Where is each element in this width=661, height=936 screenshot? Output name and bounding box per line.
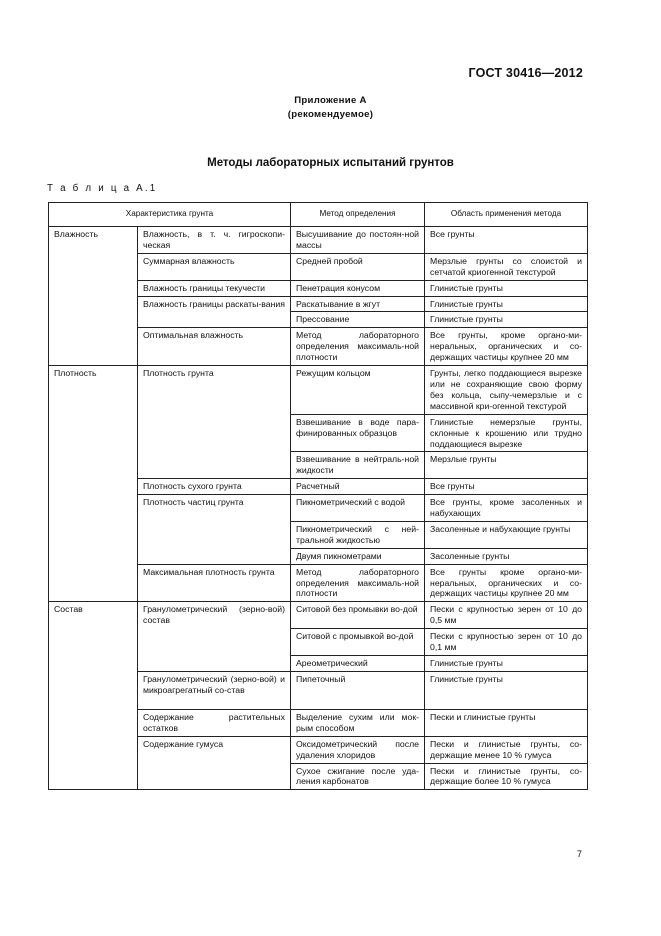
method-cell: Прессование [291, 312, 425, 328]
method-cell: Ситовой с промывкой во-дой [291, 629, 425, 656]
method-cell: Сухое сжигание после уда-ления карбонатов [291, 763, 425, 790]
scope-cell: Глинистые грунты [425, 296, 588, 312]
method-cell: Пикнометрический с водой [291, 495, 425, 522]
characteristic-cell: Плотность частиц грунта [138, 495, 291, 565]
scope-cell: Глинистые грунты [425, 671, 588, 709]
scope-cell: Пески с крупностью зерен от 10 до 0,5 мм [425, 602, 588, 629]
scope-cell: Все грунты, кроме засоленных и набухающих [425, 495, 588, 522]
scope-cell: Засоленные и набухающие грунты [425, 521, 588, 548]
method-cell: Выделение сухим или мок-рым способом [291, 709, 425, 736]
method-cell: Высушивание до постоян-ной массы [291, 227, 425, 254]
method-cell: Средней пробой [291, 253, 425, 280]
group-cell: Плотность [49, 366, 138, 602]
group-cell: Влажность [49, 227, 138, 366]
table-header-row [49, 203, 588, 227]
scope-cell: Мерзлые грунты со слоистой и сетчатой криогенной текстурой [425, 253, 588, 280]
scope-cell: Пески и глинистые грунты [425, 709, 588, 736]
method-cell: Пипеточный [291, 671, 425, 709]
table-row [49, 366, 588, 415]
standard-number: ГОСТ 30416—2012 [468, 66, 583, 80]
method-cell: Метод лабораторного определения максималь-ной плотности [291, 564, 425, 602]
table-row [49, 602, 588, 629]
scope-cell: Пески и глинистые грунты, со-держащие более 10 % гумуса [425, 763, 588, 790]
method-cell: Оксидометрический после удаления хлоридов [291, 736, 425, 763]
page-number: 7 [576, 849, 582, 859]
scope-cell: Пески с крупностью зерен от 10 до 0,1 мм [425, 629, 588, 656]
scope-cell: Все грунты [425, 479, 588, 495]
scope-cell: Все грунты, кроме органо-ми-неральных, органических и со-держащих частицы крупнее 20 мм [425, 328, 588, 366]
method-cell: Взвешивание в нейтраль-ной жидкости [291, 452, 425, 479]
scope-cell: Глинистые немерзлые грунты, склонные к крошению или трудно поддающиеся вырезке [425, 414, 588, 452]
characteristic-cell: Влажность границы текучести [138, 280, 291, 296]
annex-status: (рекомендуемое) [287, 109, 374, 120]
characteristic-cell: Максимальная плотность грунта [138, 564, 291, 602]
scope-cell: Пески и глинистые грунты, со-держащие менее 10 % гумуса [425, 736, 588, 763]
method-cell: Ситовой без промывки во-дой [291, 602, 425, 629]
header-characteristic: Характеристика грунта [49, 203, 291, 227]
characteristic-cell: Влажность границы раскаты-вания [138, 296, 291, 328]
scope-cell: Глинистые грунты [425, 656, 588, 672]
characteristic-cell: Гранулометрический (зерно-вой) и микроагрегатный со-став [138, 671, 291, 709]
method-cell: Режущим кольцом [291, 366, 425, 415]
method-cell: Раскатывание в жгут [291, 296, 425, 312]
scope-cell: Все грунты [425, 227, 588, 254]
method-cell: Пикнометрический с ней-тральной жидкостью [291, 521, 425, 548]
characteristic-cell: Плотность грунта [138, 366, 291, 479]
scope-cell: Глинистые грунты [425, 280, 588, 296]
table-row [49, 227, 588, 254]
method-cell: Ареометрический [291, 656, 425, 672]
method-cell: Метод лабораторного определения максималь-ной плотности [291, 328, 425, 366]
scope-cell: Грунты, легко поддающиеся вырезке или не сохраняющие свою форму без кольца, сыпу-чемерзлые и с массивной кри-огенной текстурой [425, 366, 588, 415]
section-title: Методы лабораторных испытаний грунтов [207, 157, 454, 169]
characteristic-cell: Плотность сухого грунта [138, 479, 291, 495]
method-cell: Расчетный [291, 479, 425, 495]
group-cell: Состав [49, 602, 138, 790]
scope-cell: Засоленные грунты [425, 548, 588, 564]
characteristic-cell: Суммарная влажность [138, 253, 291, 280]
method-cell: Пенетрация конусом [291, 280, 425, 296]
method-cell: Двумя пикнометрами [291, 548, 425, 564]
characteristic-cell: Влажность, в т. ч. гигроскопи-ческая [138, 227, 291, 254]
header-scope: Область применения метода [425, 203, 588, 227]
method-cell: Взвешивание в воде пара-финированных образцов [291, 414, 425, 452]
scope-cell: Мерзлые грунты [425, 452, 588, 479]
characteristic-cell: Гранулометрический (зерно-вой) состав [138, 602, 291, 672]
annex-title: Приложение А [294, 95, 367, 106]
header-method: Метод определения [291, 203, 425, 227]
soil-test-methods-table [48, 202, 588, 790]
characteristic-cell: Содержание растительных остатков [138, 709, 291, 736]
table-caption: Т а б л и ц а А.1 [47, 183, 158, 194]
characteristic-cell: Оптимальная влажность [138, 328, 291, 366]
scope-cell: Глинистые грунты [425, 312, 588, 328]
characteristic-cell: Содержание гумуса [138, 736, 291, 790]
scope-cell: Все грунты кроме органо-ми-неральных, органических и со-держащих частицы крупнее 20 мм [425, 564, 588, 602]
